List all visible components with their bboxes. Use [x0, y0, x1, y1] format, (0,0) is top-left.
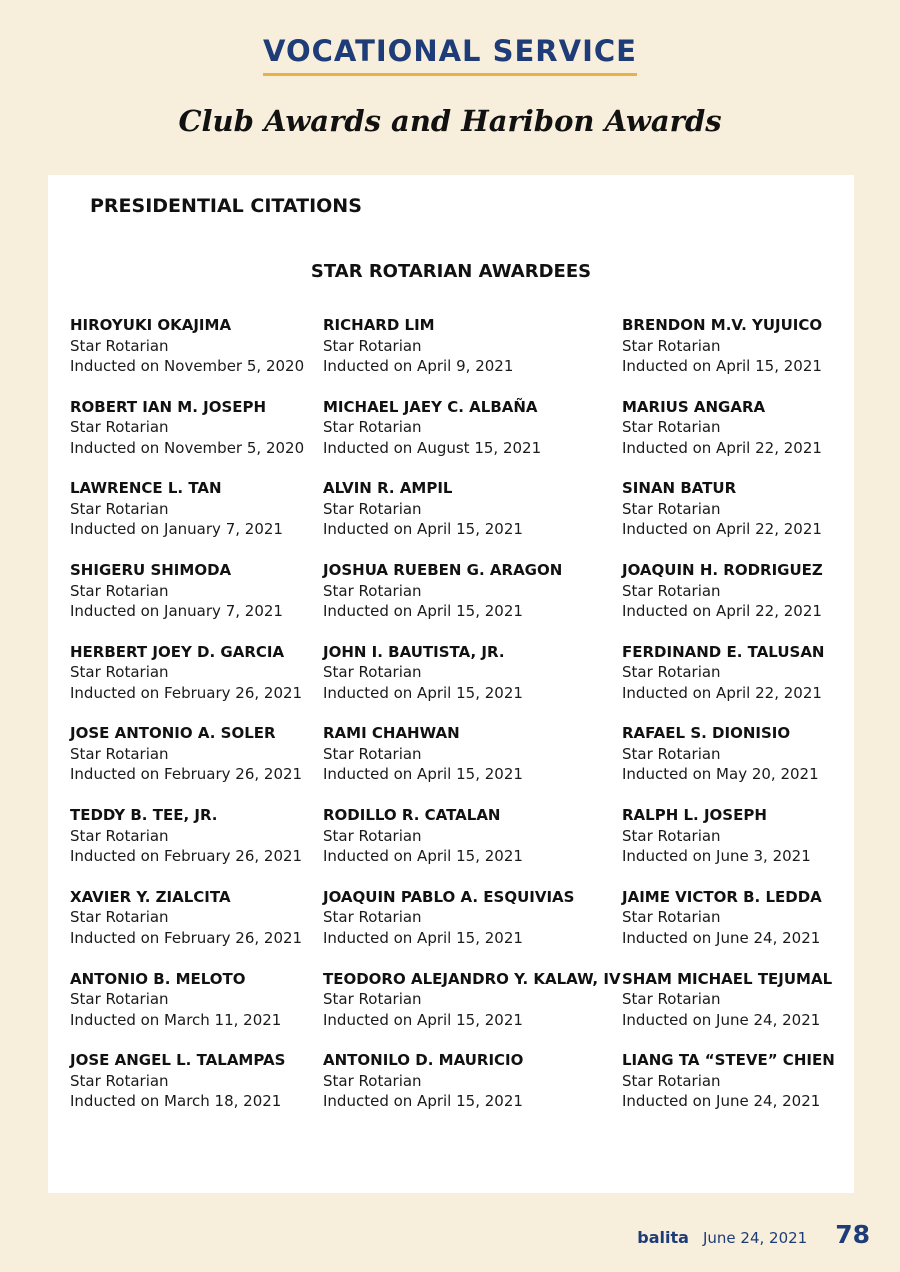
awardee-name: FERDINAND E. TALUSAN	[622, 642, 825, 661]
awardee-entry	[622, 315, 835, 397]
awardee-date: Inducted on May 20, 2021	[622, 765, 819, 784]
awardee-role: Star Rotarian	[323, 418, 422, 437]
awardee-date: Inducted on April 22, 2021	[622, 683, 822, 702]
awardee-name: HERBERT JOEY D. GARCIA	[70, 642, 285, 661]
awardee-entry	[622, 1050, 835, 1132]
awardee-role: Star Rotarian	[323, 1071, 422, 1090]
publication-name: balita	[637, 1228, 689, 1247]
awardee-name: MICHAEL JAEY C. ALBAÑA	[323, 397, 538, 416]
awardee-role: Star Rotarian	[622, 499, 721, 518]
page-header	[0, 34, 900, 76]
awardee-name: ALVIN R. AMPIL	[323, 479, 453, 498]
awardee-role: Star Rotarian	[323, 336, 422, 355]
awardee-name: RICHARD LIM	[323, 316, 435, 334]
awardee-name: RALPH L. JOSEPH	[622, 806, 767, 825]
awardee-name: TEODORO ALEJANDRO Y. KALAW, IV	[323, 969, 621, 988]
awardee-date: Inducted on April 22, 2021	[622, 438, 822, 457]
awardee-entry	[323, 397, 621, 479]
awardee-date: Inducted on November 5, 2020	[70, 438, 305, 457]
awardee-role: Star Rotarian	[622, 744, 721, 763]
awardee-date: Inducted on March 18, 2021	[70, 1092, 282, 1111]
awardee-name: JAIME VICTOR B. LEDDA	[622, 887, 822, 906]
awardee-name: RODILLO R. CATALAN	[323, 806, 501, 825]
awardee-name: XAVIER Y. ZIALCITA	[70, 887, 231, 906]
awardee-entry	[323, 642, 621, 724]
awardee-date: Inducted on April 15, 2021	[323, 928, 523, 947]
awardee-entry	[622, 560, 835, 642]
awardee-date: Inducted on February 26, 2021	[70, 928, 303, 947]
awardee-role: Star Rotarian	[70, 744, 169, 763]
awardee-date: Inducted on April 15, 2021	[323, 602, 523, 621]
awardee-date: Inducted on April 22, 2021	[622, 602, 822, 621]
awardee-name: JOSE ANTONIO A. SOLER	[70, 724, 276, 743]
awardee-entry	[323, 560, 621, 642]
list-title: STAR ROTARIAN AWARDEES	[310, 261, 592, 282]
awardee-entry	[70, 1050, 304, 1132]
awardee-entry	[323, 1050, 621, 1132]
awardee-entry	[323, 723, 621, 805]
awardee-role: Star Rotarian	[323, 581, 422, 600]
awardee-entry	[70, 315, 304, 397]
awardee-name: MARIUS ANGARA	[622, 397, 766, 416]
awardee-name: RAMI CHAHWAN	[323, 724, 460, 743]
awardee-entry	[622, 478, 835, 560]
section-title: PRESIDENTIAL CITATIONS	[90, 195, 362, 217]
awardee-role: Star Rotarian	[323, 908, 422, 927]
awardee-entry	[70, 397, 304, 479]
awardee-entry	[323, 315, 621, 397]
awardee-role: Star Rotarian	[622, 990, 721, 1008]
awardee-role: Star Rotarian	[70, 336, 169, 355]
awardee-date: Inducted on November 5, 2020	[70, 357, 305, 375]
awardee-entry	[70, 560, 304, 642]
awardee-entry	[70, 805, 304, 887]
awardee-role: Star Rotarian	[323, 744, 422, 763]
awardee-entry	[622, 723, 835, 805]
awardee-role: Star Rotarian	[622, 663, 721, 682]
awardee-name: JOAQUIN H. RODRIGUEZ	[622, 561, 823, 580]
awardee-name: ANTONILO D. MAURICIO	[323, 1051, 524, 1070]
awardee-entry	[622, 805, 835, 887]
awardee-role: Star Rotarian	[70, 826, 169, 845]
awardee-date: Inducted on February 26, 2021	[70, 683, 303, 702]
awardee-entry	[323, 478, 621, 560]
awardee-date: Inducted on April 15, 2021	[323, 683, 523, 702]
page-title: VOCATIONAL SERVICE	[263, 34, 637, 76]
awardee-date: Inducted on April 15, 2021	[323, 1010, 523, 1029]
awardee-date: Inducted on April 15, 2021	[323, 765, 523, 784]
awardee-date: Inducted on January 7, 2021	[70, 602, 283, 621]
awardee-role: Star Rotarian	[323, 990, 422, 1008]
awardee-date: Inducted on June 24, 2021	[622, 1092, 821, 1111]
awardee-role: Star Rotarian	[70, 499, 169, 518]
awardee-entry	[323, 969, 621, 1051]
awardee-role: Star Rotarian	[622, 1071, 721, 1090]
awardee-date: Inducted on February 26, 2021	[70, 847, 303, 866]
awardee-date: Inducted on August 15, 2021	[323, 438, 542, 457]
awardee-role: Star Rotarian	[70, 908, 169, 927]
awardee-role: Star Rotarian	[622, 336, 721, 355]
awardee-entry	[70, 969, 304, 1051]
awardee-entry	[622, 397, 835, 479]
awardee-role: Star Rotarian	[622, 418, 721, 437]
awardee-name: SHAM MICHAEL TEJUMAL	[622, 969, 833, 988]
awardee-name: ANTONIO B. MELOTO	[70, 969, 246, 988]
awardee-role: Star Rotarian	[70, 418, 169, 437]
awardee-role: Star Rotarian	[70, 1071, 169, 1090]
awardee-name: JOSHUA RUEBEN G. ARAGON	[323, 561, 563, 580]
awardee-role: Star Rotarian	[70, 581, 169, 600]
awardee-date: Inducted on June 3, 2021	[622, 847, 811, 866]
awardee-name: LAWRENCE L. TAN	[70, 479, 222, 498]
awardee-column-1	[70, 315, 304, 1132]
awardee-role: Star Rotarian	[622, 581, 721, 600]
awardee-role: Star Rotarian	[622, 826, 721, 845]
awardee-entry	[323, 805, 621, 887]
awardee-column-2	[323, 315, 621, 1132]
awardee-entry	[70, 642, 304, 724]
awardee-date: Inducted on January 7, 2021	[70, 520, 283, 539]
awardee-name: TEDDY B. TEE, JR.	[70, 806, 218, 825]
awardee-name: JOSE ANGEL L. TALAMPAS	[70, 1051, 286, 1070]
page-subtitle: Club Awards and Haribon Awards	[178, 104, 722, 138]
awardee-role: Star Rotarian	[323, 826, 422, 845]
awards-card	[48, 175, 854, 1193]
awardee-role: Star Rotarian	[622, 908, 721, 927]
awardee-role: Star Rotarian	[70, 990, 169, 1008]
awardee-entry	[70, 478, 304, 560]
page-footer	[637, 1220, 870, 1249]
awardee-date: Inducted on April 22, 2021	[622, 520, 822, 539]
awardee-role: Star Rotarian	[323, 663, 422, 682]
page-number: 78	[835, 1220, 870, 1249]
awardee-name: ROBERT IAN M. JOSEPH	[70, 397, 267, 416]
awardee-name: JOAQUIN PABLO A. ESQUIVIAS	[323, 887, 575, 906]
awardee-role: Star Rotarian	[70, 663, 169, 682]
awardee-date: Inducted on March 11, 2021	[70, 1010, 282, 1029]
awardee-date: Inducted on April 15, 2021	[323, 520, 523, 539]
awardee-name: JOHN I. BAUTISTA, JR.	[323, 642, 505, 661]
awardee-column-3	[622, 315, 835, 1132]
awardee-name: RAFAEL S. DIONISIO	[622, 724, 791, 743]
awardee-name: BRENDON M.V. YUJUICO	[622, 316, 823, 334]
awardee-entry	[622, 642, 835, 724]
awardee-role: Star Rotarian	[323, 499, 422, 518]
awardee-date: Inducted on February 26, 2021	[70, 765, 303, 784]
awardee-date: Inducted on April 9, 2021	[323, 357, 514, 375]
awardee-date: Inducted on April 15, 2021	[323, 1092, 523, 1111]
issue-date: June 24, 2021	[702, 1229, 808, 1247]
awardee-date: Inducted on June 24, 2021	[622, 1010, 821, 1029]
awardee-name: SHIGERU SHIMODA	[70, 561, 232, 580]
awardee-name: SINAN BATUR	[622, 479, 737, 498]
awardee-name: HIROYUKI OKAJIMA	[70, 316, 232, 334]
awardee-date: Inducted on April 15, 2021	[622, 357, 822, 375]
awardee-entry	[70, 723, 304, 805]
awardee-date: Inducted on April 15, 2021	[323, 847, 523, 866]
awardee-date: Inducted on June 24, 2021	[622, 928, 821, 947]
awardee-entry	[622, 887, 835, 969]
awardee-name: LIANG TA “STEVE” CHIEN	[622, 1051, 835, 1070]
awardee-entry	[323, 887, 621, 969]
awardee-entry	[70, 887, 304, 969]
awardee-entry	[622, 969, 835, 1051]
